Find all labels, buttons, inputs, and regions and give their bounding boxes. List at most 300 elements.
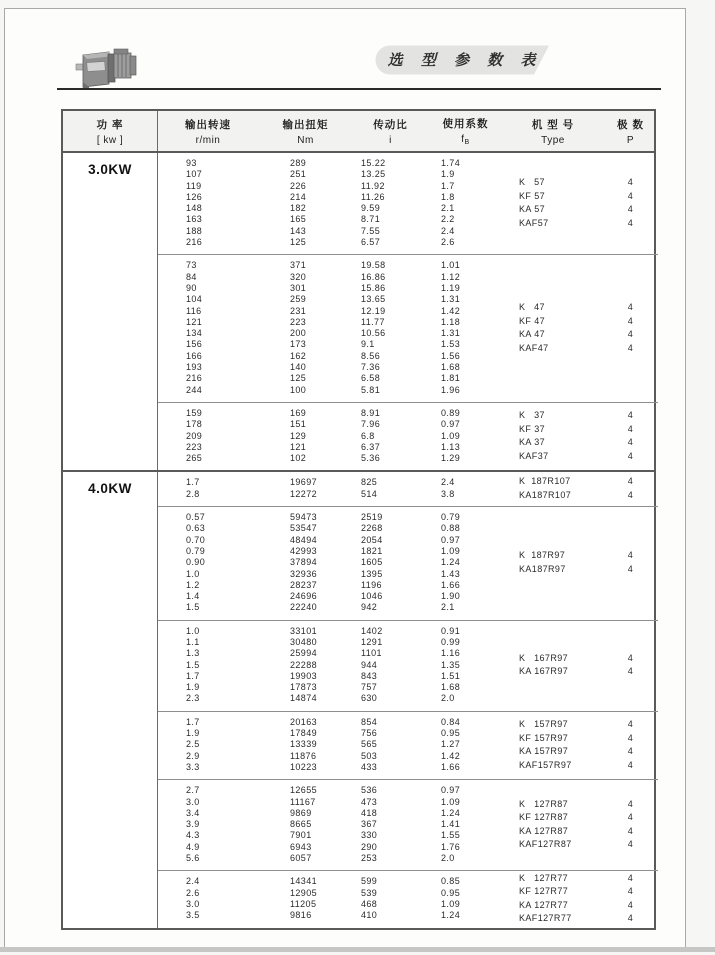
ratio-cell: 2519 [361, 512, 383, 523]
data-block [158, 779, 658, 870]
factor-cell: 0.79 [441, 512, 461, 523]
speed-cell: 90 [186, 282, 197, 293]
speed-cell: 116 [186, 305, 202, 316]
poles-cell: 4 [627, 872, 634, 883]
speed-cell: 265 [186, 453, 203, 464]
ratio-cell: 944 [361, 659, 378, 670]
torque-cell: 182 [290, 203, 307, 214]
factor-cell: 1.24 [441, 910, 461, 921]
ratio-cell: 1821 [361, 545, 383, 556]
factor-cell: 1.09 [441, 430, 461, 441]
speed-cell: 1.7 [186, 716, 200, 727]
factor-cell: 2.6 [441, 237, 455, 248]
torque-cell: 9816 [290, 910, 312, 921]
ratio-cell: 5.81 [361, 384, 381, 395]
type-column [503, 512, 603, 614]
speed-cell: 178 [186, 419, 203, 430]
speed-cell: 1.4 [186, 591, 200, 602]
ratio-cell: 11.77 [361, 316, 385, 327]
factor-cell: 1.31 [441, 294, 461, 305]
ratio-cell: 8.56 [361, 350, 381, 361]
factor-cell: 1.55 [441, 830, 461, 841]
speed-cell: 188 [186, 225, 203, 236]
torque-cell: 22240 [290, 602, 318, 613]
ratio-cell: 599 [361, 876, 378, 887]
speed-cell: 148 [186, 203, 203, 214]
header-output-torque: 输出扭矩 Nm [282, 118, 329, 146]
speed-cell: 4.3 [186, 830, 200, 841]
ratio-cell: 7.36 [361, 362, 381, 373]
poles-cell: 4 [627, 719, 634, 729]
ratio-cell: 7.55 [361, 225, 381, 236]
torque-cell: 12272 [290, 488, 318, 499]
torque-cell: 12655 [290, 785, 318, 796]
type-column [503, 158, 603, 248]
speed-cell: 2.9 [186, 750, 200, 761]
type-cell: K 57 [519, 177, 545, 188]
speed-cell: 0.57 [186, 512, 206, 523]
speed-cell: 0.79 [186, 545, 206, 556]
page-title: 选 型 参 数 表 [387, 52, 543, 69]
poles-column [603, 477, 658, 500]
poles-cell: 4 [627, 759, 634, 770]
torque-cell: 143 [290, 225, 307, 236]
factor-cell: 1.90 [441, 591, 461, 602]
torque-cell: 125 [290, 237, 307, 248]
ratio-cell: 9.1 [361, 339, 375, 350]
ratio-cell: 367 [361, 819, 378, 830]
document-page [4, 8, 686, 948]
poles-cell: 4 [627, 329, 634, 340]
ratio-cell: 7.96 [361, 419, 381, 430]
gearmotor-icon [75, 42, 139, 92]
header-service-factor: 使用系数 $f_B$ [442, 118, 489, 146]
factor-cell: 0.85 [441, 876, 461, 887]
type-column [503, 626, 603, 705]
ratio-cell: 11.92 [361, 180, 385, 191]
factor-cell: 0.95 [441, 728, 461, 739]
torque-cell: 200 [290, 328, 307, 339]
speed-cell: 1.5 [186, 602, 200, 613]
torque-cell: 19697 [290, 477, 318, 488]
poles-column [603, 408, 658, 464]
torque-cell: 20163 [290, 716, 318, 727]
type-column [503, 717, 603, 773]
type-cell: KA 57 [519, 204, 546, 215]
type-cell: K 37 [519, 410, 545, 421]
header-model-type: 机 型 号 Type [531, 118, 575, 146]
gearmotor-photo [75, 42, 139, 92]
ratio-cell: 6.8 [361, 430, 375, 441]
speed-cell: 216 [186, 237, 203, 248]
factor-cell: 2.1 [441, 203, 455, 214]
poles-cell: 4 [627, 489, 634, 500]
factor-cell: 1.9 [441, 169, 455, 180]
header-output-speed: 输出转速 r/min [185, 118, 231, 146]
factor-cell: 0.91 [441, 625, 461, 636]
torque-cell: 11876 [290, 750, 317, 761]
torque-cell: 102 [290, 453, 307, 464]
type-cell: KF 47 [519, 315, 546, 326]
ratio-cell: 756 [361, 728, 378, 739]
speed-cell: 0.70 [186, 534, 206, 545]
factor-cell: 3.8 [441, 488, 455, 499]
header-power: 功 率 [ kw ] [63, 111, 158, 151]
speed-cell: 5.6 [186, 853, 200, 864]
factor-cell: 1.66 [441, 579, 461, 590]
poles-cell: 4 [627, 476, 634, 487]
speed-cell: 2.6 [186, 887, 200, 898]
speed-cell: 0.63 [186, 523, 206, 534]
factor-cell: 1.24 [441, 807, 461, 818]
speed-cell: 1.0 [186, 625, 200, 636]
factor-cell: 1.09 [441, 898, 461, 909]
type-cell: K 127R87 [519, 798, 569, 809]
torque-cell: 13339 [290, 739, 318, 750]
poles-column [603, 872, 658, 924]
speed-cell: 1.9 [186, 728, 200, 739]
header-ratio: 传动比 i [373, 118, 408, 146]
speed-cell: 1.9 [186, 682, 200, 693]
poles-cell: 4 [627, 302, 634, 313]
factor-cell: 1.53 [441, 339, 461, 350]
poles-cell: 4 [627, 423, 634, 434]
speed-cell: 107 [186, 169, 203, 180]
torque-cell: 14874 [290, 693, 318, 704]
factor-cell: 2.0 [441, 853, 455, 864]
type-column [503, 785, 603, 864]
torque-cell: 10223 [290, 761, 318, 772]
poles-column [603, 626, 658, 705]
data-block [158, 402, 658, 470]
type-column [503, 408, 603, 464]
torque-cell: 320 [290, 271, 307, 282]
factor-cell: 0.97 [441, 534, 461, 545]
ratio-cell: 433 [361, 761, 378, 772]
speed-cell: 166 [186, 350, 203, 361]
ratio-cell: 1395 [361, 568, 383, 579]
speed-cell: 1.3 [186, 648, 200, 659]
ratio-cell: 13.65 [361, 294, 386, 305]
factor-cell: 1.35 [441, 659, 461, 670]
ratio-cell: 6.58 [361, 373, 381, 384]
torque-cell: 32936 [290, 568, 318, 579]
ratio-cell: 15.86 [361, 282, 386, 293]
header-divider-rule [57, 88, 661, 90]
ratio-cell: 942 [361, 602, 378, 613]
ratio-cell: 16.86 [361, 271, 386, 282]
poles-cell: 4 [627, 563, 634, 574]
speed-cell: 2.3 [186, 693, 200, 704]
factor-cell: 1.68 [441, 682, 461, 693]
factor-cell: 1.81 [441, 373, 461, 384]
poles-cell: 4 [627, 839, 634, 850]
speed-cell: 119 [186, 180, 202, 191]
factor-cell: 1.66 [441, 761, 461, 772]
torque-cell: 30480 [290, 636, 318, 647]
ratio-cell: 8.91 [361, 407, 381, 418]
type-cell: K 187R107 [519, 476, 571, 487]
ratio-cell: 539 [361, 887, 378, 898]
torque-cell: 59473 [290, 512, 318, 523]
section-title-badge [373, 45, 551, 75]
factor-cell: 2.4 [441, 477, 455, 488]
factor-cell: 1.16 [441, 648, 461, 659]
speed-cell: 216 [186, 373, 203, 384]
ratio-cell: 330 [361, 830, 378, 841]
speed-cell: 163 [186, 214, 203, 225]
ratio-cell: 10.56 [361, 328, 386, 339]
ratio-cell: 757 [361, 682, 378, 693]
ratio-cell: 15.22 [361, 158, 386, 168]
factor-cell: 1.09 [441, 796, 461, 807]
torque-cell: 25994 [290, 648, 318, 659]
power-section [63, 153, 654, 470]
type-cell: KA187R107 [519, 489, 572, 500]
torque-cell: 6943 [290, 841, 312, 852]
ratio-cell: 1101 [361, 648, 382, 659]
factor-cell: 1.01 [441, 260, 461, 271]
speed-cell: 3.0 [186, 898, 200, 909]
poles-cell: 4 [627, 450, 634, 461]
header-poles: 极 数 P [617, 118, 644, 146]
type-column [503, 260, 603, 396]
ratio-cell: 514 [361, 488, 378, 499]
type-cell: K 167R97 [519, 652, 569, 663]
torque-cell: 17873 [290, 682, 318, 693]
poles-cell: 4 [627, 204, 634, 215]
factor-cell: 1.7 [441, 180, 455, 191]
type-cell: KAF127R87 [519, 839, 572, 850]
type-cell: K 187R97 [519, 550, 566, 561]
torque-cell: 37894 [290, 557, 318, 568]
torque-cell: 214 [290, 191, 307, 202]
torque-cell: 226 [290, 180, 307, 191]
speed-cell: 209 [186, 430, 203, 441]
type-cell: KF 127R87 [519, 812, 569, 823]
ratio-cell: 8.71 [361, 214, 381, 225]
torque-cell: 22288 [290, 659, 318, 670]
speed-cell: 3.5 [186, 910, 200, 921]
torque-cell: 125 [290, 373, 307, 384]
factor-cell: 1.51 [441, 670, 461, 681]
factor-cell: 1.68 [441, 362, 461, 373]
factor-cell: 1.12 [441, 271, 461, 282]
type-cell: KA 127R87 [519, 825, 569, 836]
ratio-cell: 825 [361, 477, 378, 488]
poles-cell: 4 [627, 825, 634, 836]
speed-cell: 84 [186, 271, 197, 282]
type-cell: K 127R77 [519, 872, 569, 883]
factor-cell: 0.89 [441, 407, 461, 418]
factor-cell: 2.4 [441, 225, 455, 236]
ratio-cell: 565 [361, 739, 378, 750]
speed-cell: 193 [186, 362, 203, 373]
ratio-cell: 1291 [361, 636, 383, 647]
ratio-cell: 854 [361, 716, 378, 727]
torque-cell: 33101 [290, 625, 318, 636]
factor-cell: 1.24 [441, 557, 461, 568]
torque-cell: 6057 [290, 853, 312, 864]
factor-cell: 2.0 [441, 693, 455, 704]
type-cell: KF 127R77 [519, 886, 569, 897]
factor-cell: 2.2 [441, 214, 455, 225]
torque-cell: 100 [290, 384, 307, 395]
type-cell: KA 157R97 [519, 746, 569, 756]
poles-cell: 4 [627, 886, 634, 897]
type-cell: KF 37 [519, 423, 546, 434]
torque-cell: 121 [290, 441, 307, 452]
poles-cell: 4 [627, 315, 634, 326]
torque-cell: 371 [290, 260, 307, 271]
poles-column [603, 717, 658, 773]
torque-cell: 173 [290, 339, 307, 350]
ratio-cell: 473 [361, 796, 378, 807]
poles-cell: 4 [627, 666, 634, 677]
type-cell: KAF157R97 [519, 759, 572, 770]
speed-cell: 93 [186, 158, 197, 168]
table-header-row [63, 111, 654, 153]
poles-column [603, 260, 658, 396]
ratio-cell: 1196 [361, 579, 382, 590]
speed-cell: 2.8 [186, 488, 200, 499]
type-cell: K 157R97 [519, 719, 569, 729]
speed-cell: 104 [186, 294, 203, 305]
poles-column [603, 512, 658, 614]
ratio-cell: 410 [361, 910, 378, 921]
speed-cell: 1.0 [186, 568, 200, 579]
factor-cell: 0.99 [441, 636, 461, 647]
ratio-cell: 418 [361, 807, 378, 818]
speed-cell: 3.9 [186, 819, 200, 830]
type-cell: KA 47 [519, 329, 546, 340]
speed-cell: 134 [186, 328, 203, 339]
factor-cell: 1.31 [441, 328, 461, 339]
selection-parameter-table [61, 109, 656, 930]
torque-cell: 8665 [290, 819, 312, 830]
factor-cell: 1.29 [441, 453, 461, 464]
ratio-cell: 1605 [361, 557, 383, 568]
torque-cell: 301 [290, 282, 307, 293]
ratio-cell: 2268 [361, 523, 383, 534]
factor-cell: 0.88 [441, 523, 461, 534]
section-blocks [158, 472, 658, 927]
torque-cell: 48494 [290, 534, 318, 545]
poles-cell: 4 [627, 177, 634, 188]
type-cell: KA 37 [519, 437, 546, 448]
torque-cell: 11205 [290, 898, 317, 909]
ratio-cell: 11.26 [361, 191, 385, 202]
factor-cell: 1.74 [441, 158, 461, 168]
torque-cell: 129 [290, 430, 307, 441]
torque-cell: 9869 [290, 807, 312, 818]
ratio-cell: 13.25 [361, 169, 386, 180]
speed-cell: 156 [186, 339, 203, 350]
speed-cell: 3.0 [186, 796, 200, 807]
ratio-cell: 536 [361, 785, 378, 796]
speed-cell: 3.3 [186, 761, 200, 772]
data-block [158, 620, 658, 711]
type-cell: KAF37 [519, 450, 549, 461]
ratio-cell: 12.19 [361, 305, 386, 316]
speed-cell: 2.7 [186, 785, 200, 796]
ratio-cell: 5.36 [361, 453, 381, 464]
speed-cell: 1.5 [186, 659, 200, 670]
speed-cell: 3.4 [186, 807, 200, 818]
torque-cell: 162 [290, 350, 307, 361]
power-section [63, 470, 654, 927]
type-cell: KAF127R77 [519, 913, 572, 924]
poles-column [603, 785, 658, 864]
torque-cell: 169 [290, 407, 307, 418]
speed-cell: 73 [186, 260, 197, 271]
factor-cell: 2.1 [441, 602, 455, 613]
factor-cell: 1.18 [441, 316, 461, 327]
factor-cell: 1.8 [441, 191, 455, 202]
torque-cell: 12905 [290, 887, 318, 898]
speed-cell: 1.2 [186, 579, 200, 590]
power-label: 4.0KW [63, 472, 158, 927]
type-cell: KAF47 [519, 342, 549, 353]
type-cell: KF 157R97 [519, 732, 569, 743]
torque-cell: 14341 [290, 876, 318, 887]
ratio-cell: 1402 [361, 625, 383, 636]
speed-cell: 1.1 [186, 636, 200, 647]
type-cell: KA 167R97 [519, 666, 569, 677]
factor-cell: 1.19 [441, 282, 461, 293]
factor-cell: 0.95 [441, 887, 461, 898]
factor-cell: 1.76 [441, 841, 461, 852]
poles-cell: 4 [627, 746, 634, 756]
speed-cell: 2.4 [186, 876, 200, 887]
data-block [158, 153, 658, 254]
factor-cell: 1.13 [441, 441, 461, 452]
torque-cell: 231 [290, 305, 307, 316]
speed-cell: 244 [186, 384, 203, 395]
torque-cell: 165 [290, 214, 307, 225]
type-cell: K 47 [519, 302, 545, 313]
data-block [158, 472, 658, 506]
speed-cell: 121 [186, 316, 203, 327]
torque-cell: 289 [290, 158, 307, 168]
ratio-cell: 253 [361, 853, 378, 864]
type-cell: KAF57 [519, 217, 549, 228]
speed-cell: 159 [186, 407, 203, 418]
torque-cell: 17849 [290, 728, 318, 739]
table-body [63, 153, 654, 928]
ratio-cell: 6.57 [361, 237, 381, 248]
ratio-cell: 19.58 [361, 260, 386, 271]
poles-cell: 4 [627, 798, 634, 809]
ratio-cell: 843 [361, 670, 378, 681]
poles-cell: 4 [627, 342, 634, 353]
data-block [158, 711, 658, 779]
type-cell: KA187R97 [519, 563, 566, 574]
factor-cell: 1.42 [441, 750, 461, 761]
factor-cell: 1.27 [441, 739, 461, 750]
factor-cell: 1.43 [441, 568, 461, 579]
poles-cell: 4 [627, 217, 634, 228]
data-block [158, 506, 658, 620]
section-blocks [158, 153, 658, 470]
poles-cell: 4 [627, 550, 634, 561]
ratio-cell: 290 [361, 841, 378, 852]
poles-column [603, 158, 658, 248]
torque-cell: 259 [290, 294, 307, 305]
factor-cell: 1.56 [441, 350, 461, 361]
data-block [158, 870, 658, 927]
speed-cell: 0.90 [186, 557, 206, 568]
